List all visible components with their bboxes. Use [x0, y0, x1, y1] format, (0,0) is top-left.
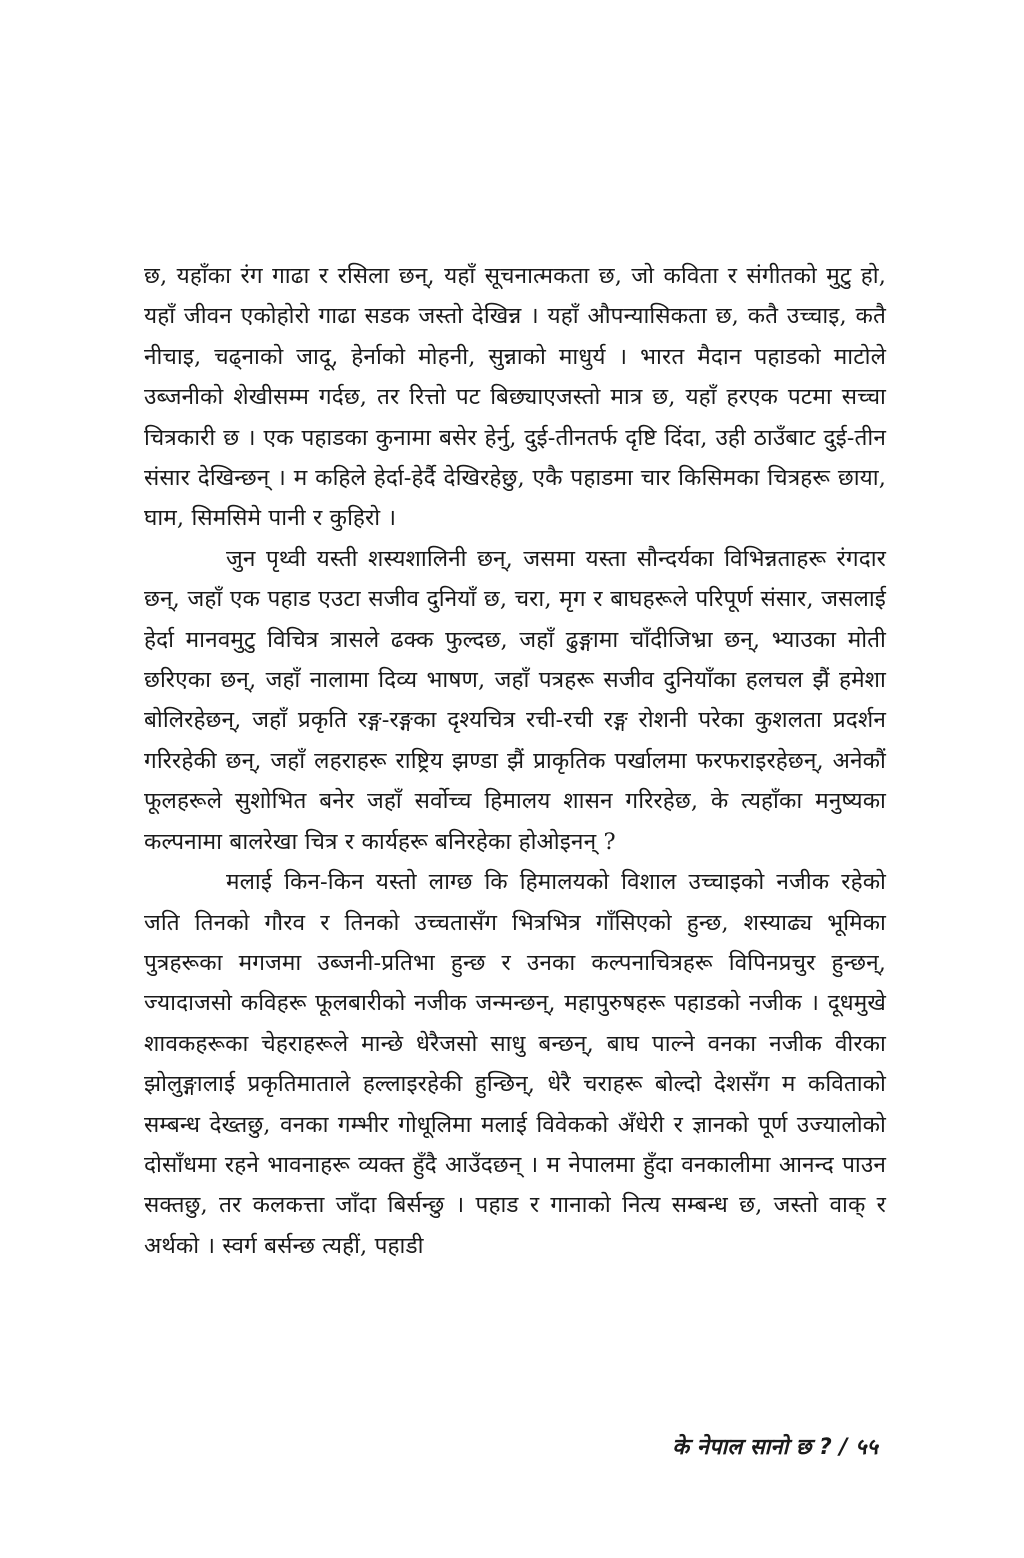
- body-text: [144, 256, 886, 1266]
- page-body: [144, 256, 886, 1266]
- paragraph-3: मलाई किन-किन यस्तो लाग्छ कि हिमालयको विशाल उच्चाइको नजीक रहेको जति तिनको गौरव र तिनको उच्चतासँग भित्रभित्र गाँसिएको हुन्छ, शस्याढ्य भूमिका पुत्रहरूका मगजमा उब्जनी-प्रतिभा हुन्छ र उनका कल्पनाचित्रहरू विपिनप्रचुर हुन्छन्, ज्यादाजसो कविहरू फूलबारीको नजीक जन्मन्छन्, महापुरुषहरू पहाडको नजीक । दूधमुखे शावकहरूका चेहराहरूले मान्छे धेरैजसो साधु बन्छन्, बाघ पाल्ने वनका नजीक वीरका झोलुङ्गालाई प्रकृतिमाताले हल्लाइरहेकी हुन्छिन्, धेरै चराहरू बोल्दो देशसँग म कविताको सम्बन्ध देख्तछु, वनका गम्भीर गोधूलिमा मलाई विवेकको अँधेरी र ज्ञानको पूर्ण उज्यालोको दोसाँधमा रहने भावनाहरू व्यक्त हुँदै आउँदछन् । म नेपालमा हुँदा वनकालीमा आनन्द पाउन सक्तछु, तर कलकत्ता जाँदा बिर्सन्छु । पहाड र गानाको नित्य सम्बन्ध छ, जस्तो वाक् र अर्थको । स्वर्ग बर्सन्छ त्यहीं, पहाडी: [144, 869, 886, 1259]
- page-footer: के नेपाल सानो छ ? / ५५: [672, 1435, 878, 1460]
- paragraph-1: छ, यहाँका रंग गाढा र रसिला छन्, यहाँ सूचनात्मकता छ, जो कविता र संगीतको मुटु हो, यहाँ जीवन एकोहोरो गाढा सडक जस्तो देखिन्न । यहाँ औपन्यासिकता छ, कतै उच्चाइ, कतै नीचाइ, चढ्नाको जादू, हेर्नाको मोहनी, सुन्नाको माधुर्य । भारत मैदान पहाडको माटोले उब्जनीको शेखीसम्म गर्दछ, तर रित्तो पट बिछ्याएजस्तो मात्र छ, यहाँ हरएक पटमा सच्चा चित्रकारी छ । एक पहाडका कुनामा बसेर हेर्नु, दुई-तीनतर्फ दृष्टि दिंदा, उही ठाउँबाट दुई-तीन संसार देखिन्छन् । म कहिले हेर्दा-हेर्दै देखिरहेछु, एकै पहाडमा चार किसिमका चित्रहरू छाया, घाम, सिमसिमे पानी र कुहिरो ।: [144, 263, 886, 532]
- paragraph-2: जुन पृथ्वी यस्ती शस्यशालिनी छन्, जसमा यस्ता सौन्दर्यका विभिन्नताहरू रंगदार छन्, जहाँ एक पहाड एउटा सजीव दुनियाँ छ, चरा, मृग र बाघहरूले परिपूर्ण संसार, जसलाई हेर्दा मानवमुटु विचित्र त्रासले ढक्क फुल्दछ, जहाँ ढुङ्गामा चाँदीजिभ्रा छन्, भ्याउका मोती छरिएका छन्, जहाँ नालामा दिव्य भाषण, जहाँ पत्रहरू सजीव दुनियाँका हलचल झैं हमेशा बोलिरहेछन्, जहाँ प्रकृति रङ्ग-रङ्गका दृश्यचित्र रची-रची रङ्ग रोशनी परेका कुशलता प्रदर्शन गरिरहेकी छन्, जहाँ लहराहरू राष्ट्रिय झण्डा झैं प्राकृतिक पर्खालमा फरफराइरहेछन्, अनेकौं फूलहरूले सुशोभित बनेर जहाँ सर्वोच्च हिमालय शासन गरिरहेछ, के त्यहाँका मनुष्यका कल्पनामा बालरेखा चित्र र कार्यहरू बनिरहेका होओइनन् ?: [144, 545, 886, 855]
